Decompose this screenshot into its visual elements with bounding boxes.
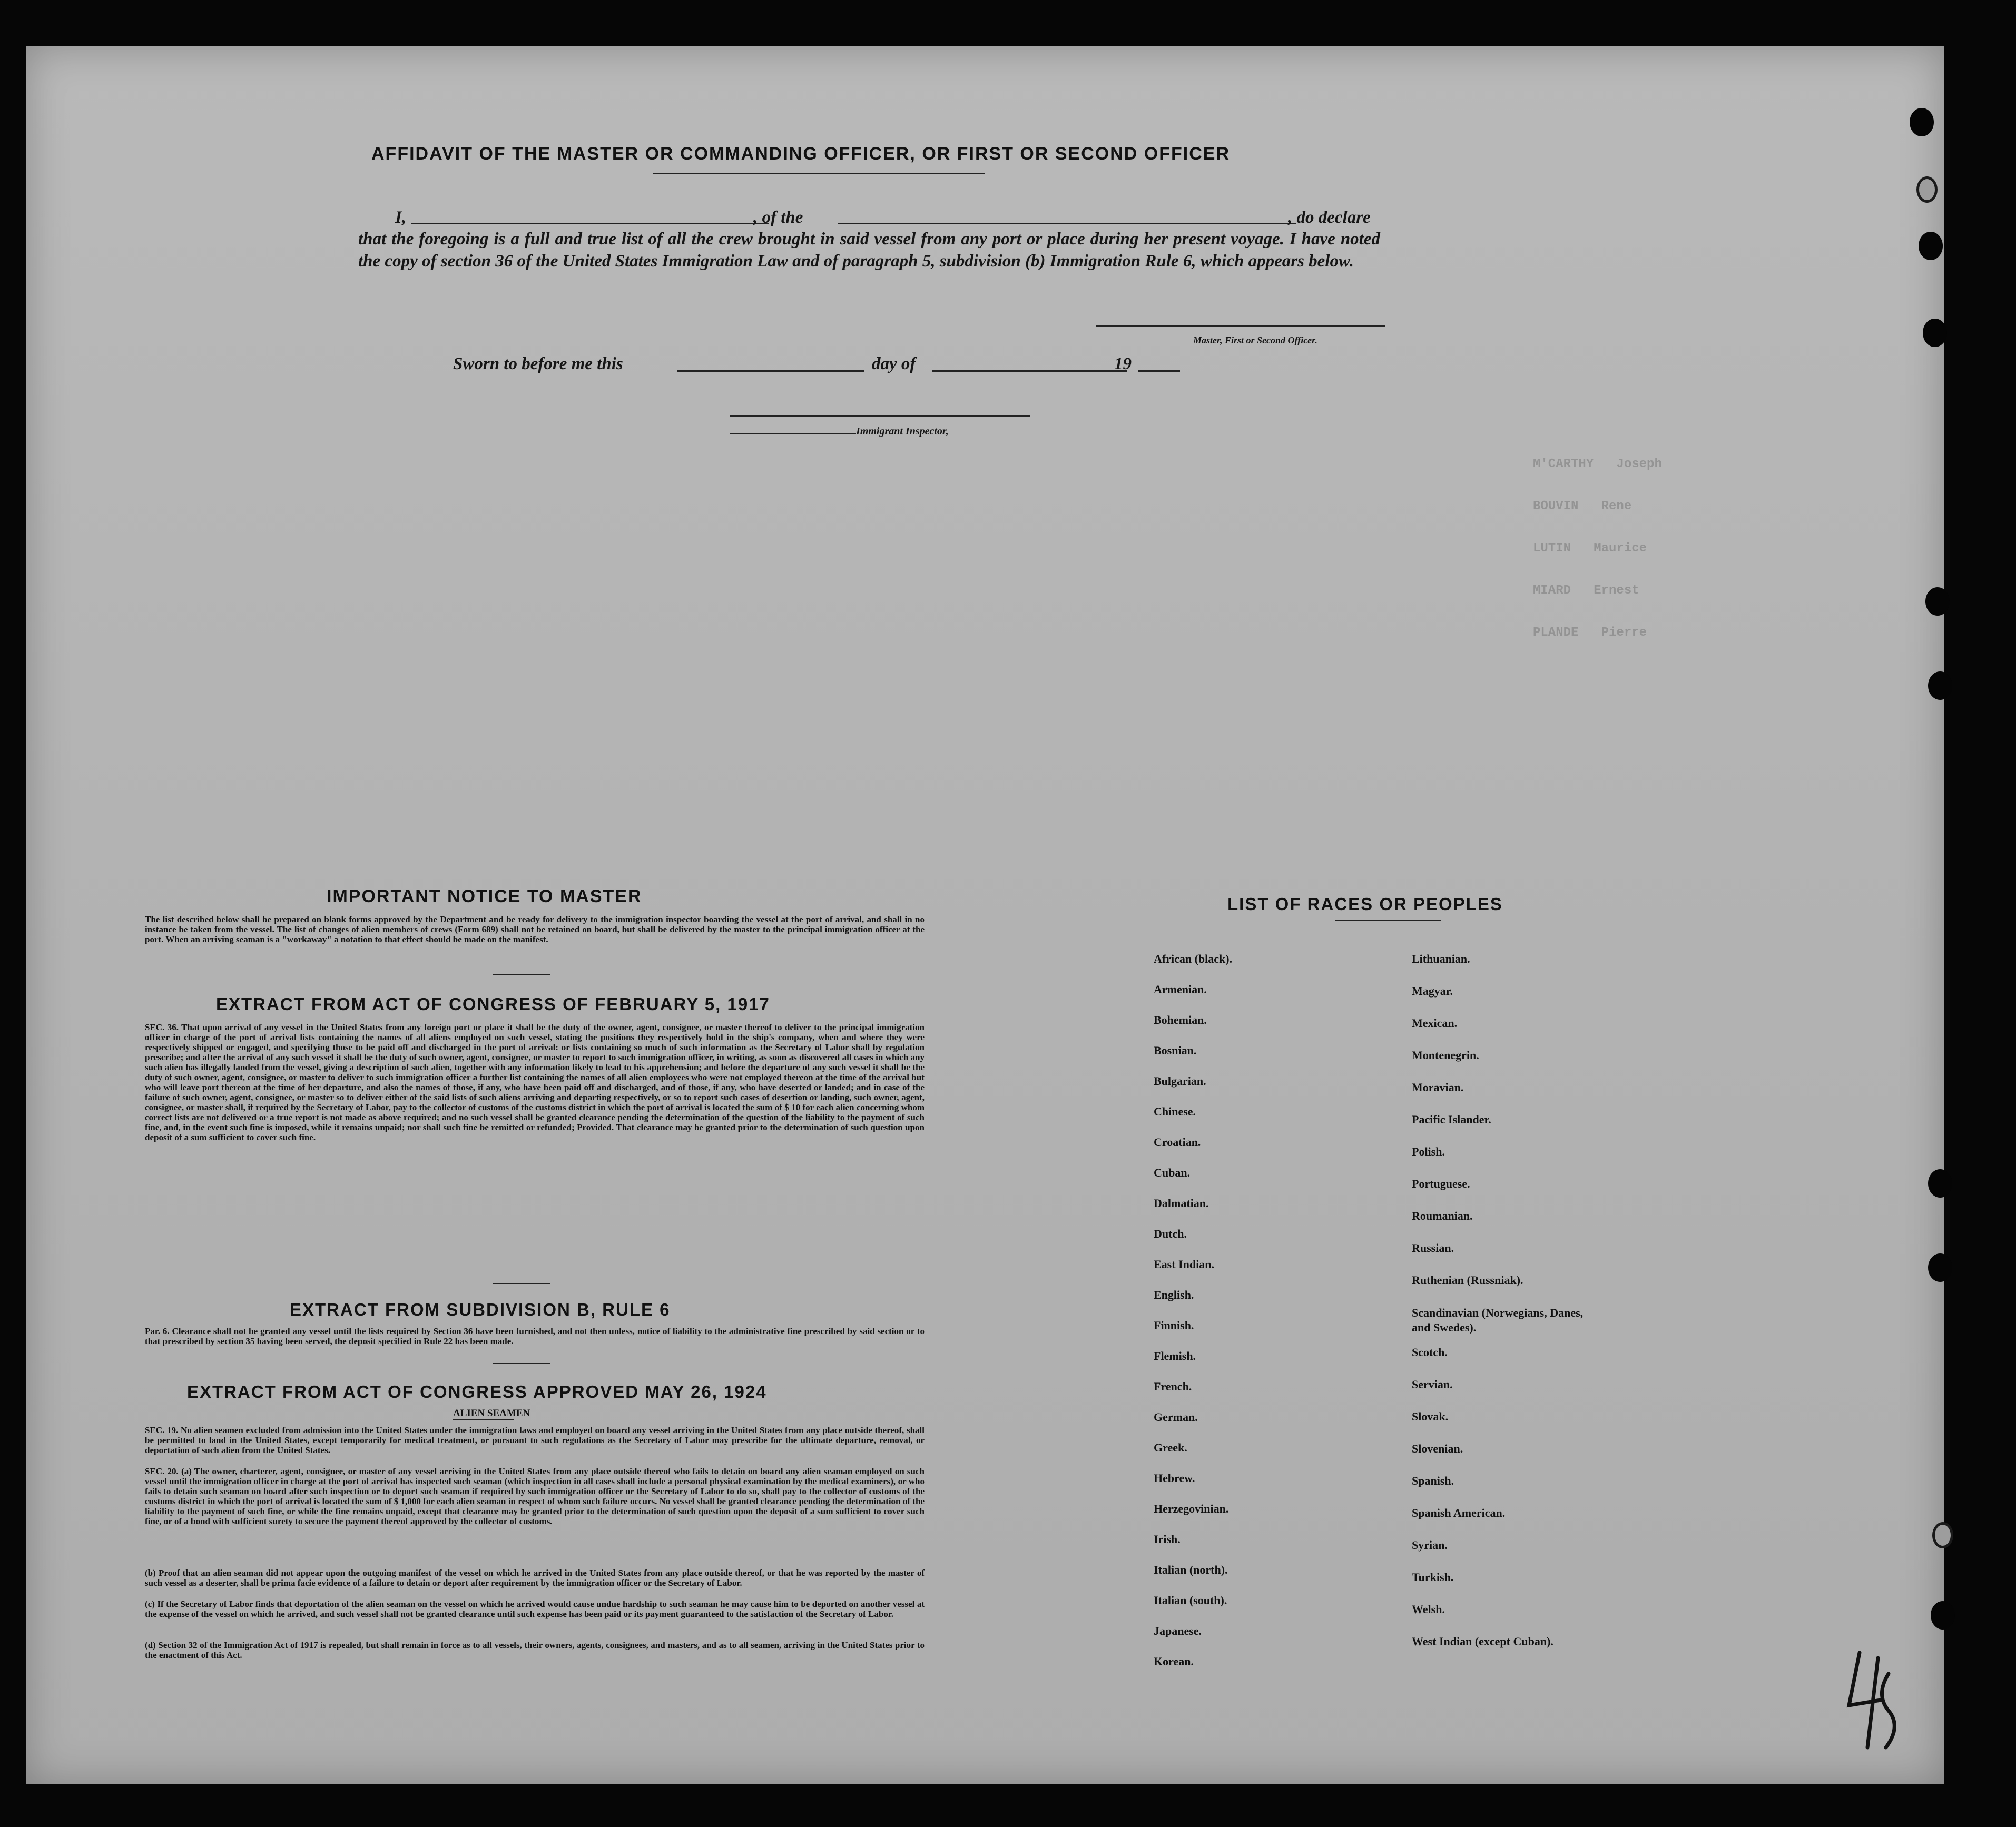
race-item: Flemish.: [1154, 1349, 1196, 1362]
race-item: West Indian (except Cuban).: [1412, 1635, 1553, 1648]
sec-20a-text: SEC. 20. (a) The owner, charterer, agent, consignee, or master of any vessel arriving in the United States from any place outside thereof who fails to detain on board any alien seaman employed on such vessel until the immigration officer in charge at the port of arrival has inspected such seaman (which inspection in all cases shall include a personal physical examination by the medical examiners), or who fails to detain such seaman on board after such inspection or to deport such seaman if required by such immigration officer or the Secretary of Labor to do so, shall pay to the collector of customs of the customs district in which the port of arrival is located the sum of $ 1,000 for each alien seaman in respect of whom such failure occurs. No vessel shall be granted clearance pending the determination of the liability to the payment of such fine, or while the fine remains unpaid, except that clearance may be granted prior to the determination of such question upon the deposit of a sum sufficient to cover such fine, or of a bond with sufficient surety to secure the payment thereof approved by the collector of customs.: [145, 1466, 925, 1526]
race-item: Scandinavian (Norwegians, Danes, and Swedes).: [1412, 1306, 1584, 1334]
signature-line: [1096, 325, 1385, 327]
notice-body: The list described below shall be prepared on blank forms approved by the Department and be ready for delivery to the immigration inspector boarding the vessel at the port of arrival, and shall in no instance be taken from the vessel. The list of changes of alien members of crews (Form 689) shall not be retained on board, but shall be delivered by the master to the principal immigration officer at the port. When an arriving seaman is a "workaway" a notation to that effect should be made on the manifest.: [145, 914, 925, 944]
sworn-day-blank: [677, 370, 864, 372]
bleed-through-text: M'CARTHY Joseph: [1533, 457, 1662, 471]
race-item: Herzegovinian.: [1154, 1502, 1229, 1515]
race-item: Ruthenian (Russniak).: [1412, 1273, 1523, 1287]
act-1917-title: EXTRACT FROM ACT OF CONGRESS OF FEBRUARY 5, 1917: [216, 994, 770, 1014]
subtitle-underline: [453, 1419, 514, 1420]
section-divider: [493, 1363, 550, 1364]
year-blank: [1138, 370, 1180, 372]
punch-hole: [1931, 1601, 1955, 1630]
year-label: 19: [1114, 354, 1132, 373]
race-item: Magyar.: [1412, 984, 1453, 998]
document-page: [26, 46, 1944, 1784]
race-item: Armenian.: [1154, 983, 1207, 996]
race-item: Greek.: [1154, 1441, 1187, 1454]
sec-20b-text: (b) Proof that an alien seaman did not appear upon the outgoing manifest of the vessel on which he arrived in the United States from any place outside thereof, or that he was reported by the master of such vessel as a deserter, shall be prima facie evidence of a failure to detain or deport after requirement by the immigration officer or the Secretary of Labor.: [145, 1568, 925, 1588]
race-item: Dalmatian.: [1154, 1197, 1209, 1210]
section-divider: [493, 1283, 550, 1284]
section-divider: [493, 974, 550, 975]
punch-hole: [1919, 232, 1943, 260]
race-item: Slovenian.: [1412, 1442, 1463, 1455]
race-item: Welsh.: [1412, 1603, 1445, 1616]
sec-20d-text: (d) Section 32 of the Immigration Act of 1917 is repealed, but shall remain in force as to all vessels, their owners, agents, consignees, and masters, and as to all seamen, arriving in the United States prior to the enactment of this Act.: [145, 1640, 925, 1660]
inspector-caption: Immigrant Inspector,: [856, 426, 949, 437]
race-item: Bosnian.: [1154, 1044, 1197, 1057]
notice-title: IMPORTANT NOTICE TO MASTER: [327, 886, 642, 906]
handwritten-mark: [1838, 1642, 1912, 1763]
title-underline: [653, 173, 985, 174]
punch-hole: [1910, 108, 1934, 136]
race-item: Slovak.: [1412, 1410, 1449, 1423]
race-item: Spanish.: [1412, 1474, 1454, 1487]
race-item: Scotch.: [1412, 1346, 1448, 1359]
name-blank: [411, 223, 769, 224]
punch-hole: [1932, 1522, 1953, 1548]
of-the-label: , of the: [753, 208, 803, 227]
race-item: German.: [1154, 1410, 1198, 1424]
sworn-label: Sworn to before me this: [453, 354, 623, 373]
race-item: Roumanian.: [1412, 1209, 1473, 1222]
race-item: Italian (south).: [1154, 1594, 1227, 1607]
punch-hole: [1928, 671, 1952, 700]
rule-6-title: EXTRACT FROM SUBDIVISION B, RULE 6: [290, 1300, 671, 1319]
punch-hole: [1923, 319, 1947, 347]
race-item: Cuban.: [1154, 1166, 1191, 1179]
inspector-caption-rule: [730, 433, 856, 434]
bleed-through-text: PLANDE Pierre: [1533, 626, 1647, 640]
race-item: Dutch.: [1154, 1227, 1187, 1240]
affidavit-title: AFFIDAVIT OF THE MASTER OR COMMANDING OFFICER, OR FIRST OR SECOND OFFICER: [371, 144, 1230, 164]
act-1917-body: SEC. 36. That upon arrival of any vessel in the United States from any foreign port or place it shall be the duty of the owner, agent, consignee, or master thereof to deliver to the principal immigration officer in charge of the port of arrival lists containing the names of all aliens employed on such vessel, stating the positions they respectively hold in the ship's company, when and where they were respectively shipped or engaged, and specifying those to be paid off and discharged in the port of arrival: or lists containing so much of such information as the Secretary of Labor shall by regulation prescribe; and after the arrival of any such vessel it shall be the duty of such owner, agent, consignee, or master to report to such immigration officer, in writing, as soon as discovered all cases in which any such alien has illegally landed from the vessel, giving a description of such alien, together with any information likely to lead to his apprehension; and before the departure of any such vessel it shall be the duty of such owner, agent, consignee, or master to deliver to such immigration officer a further list containing the names of all alien employees who were not employed thereon at the time of the arrival but who will leave port thereon at the time of her departure, and also the names of those, if any, who have been paid off and discharged, and of those, if any, who have deserted or landed; and in case of the failure of such owner, agent, consignee, or master so to deliver either of the said lists of such aliens arriving and departing respectively, or so to report such cases of desertion or landing, such owner, agent, consignee, or master shall, if required by the Secretary of Labor, pay to the collector of customs of the customs district in which the port of arrival is located the sum of $ 10 for each alien concerning whom correct lists are not delivered or a true report is not made as above required; and no such vessel shall be granted clearance pending the determination of the question of the liability to the payment of such fine, and, in the event such fine is imposed, while it remains unpaid; nor shall such fine be remitted or refunded; Provided. That clearance may be granted prior to the determination of such question upon deposit of a sum sufficient to cover such fine.: [145, 1022, 925, 1142]
race-item: East Indian.: [1154, 1258, 1214, 1271]
race-item: Lithuanian.: [1412, 952, 1470, 965]
race-item: Croatian.: [1154, 1135, 1201, 1149]
race-item: Mexican.: [1412, 1016, 1458, 1030]
race-item: Pacific Islander.: [1412, 1113, 1491, 1126]
race-item: Portuguese.: [1412, 1177, 1470, 1190]
race-item: Syrian.: [1412, 1538, 1448, 1552]
act-1924-subtitle: ALIEN SEAMEN: [453, 1408, 530, 1419]
vessel-blank: [838, 223, 1296, 224]
bleed-through-text: LUTIN Maurice: [1533, 541, 1647, 556]
races-title: LIST OF RACES OR PEOPLES: [1227, 894, 1503, 914]
inspector-signature-line: [730, 415, 1030, 417]
race-item: Hebrew.: [1154, 1472, 1195, 1485]
punch-hole: [1928, 1169, 1952, 1198]
month-blank: [932, 370, 1127, 372]
race-item: Spanish American.: [1412, 1506, 1506, 1519]
race-item: Polish.: [1412, 1145, 1445, 1158]
race-item: English.: [1154, 1288, 1194, 1301]
punch-hole: [1916, 176, 1938, 203]
race-item: Turkish.: [1412, 1571, 1454, 1584]
sec-19-text: SEC. 19. No alien seamen excluded from admission into the United States under the immigration laws and employed on board any vessel arriving in the United States from any place outside thereof, shall be permitted to land in the United States, except temporarily for medical treatment, or pursuant to such regulations as the Secretary of Labor may prescribe for the ultimate departure, removal, or deportation of such alien from the United States.: [145, 1425, 925, 1455]
race-item: Bulgarian.: [1154, 1074, 1206, 1088]
race-item: Irish.: [1154, 1533, 1181, 1546]
race-item: Japanese.: [1154, 1624, 1202, 1637]
punch-hole: [1928, 1253, 1952, 1282]
rule-6-body: Par. 6. Clearance shall not be granted any vessel until the lists required by Section 36 have been furnished, and not then unless, notice of liability to the administrative fine prescribed by said section or to that prescribed by section 35 having been served, the deposit specified in Rule 22 has been made.: [145, 1326, 925, 1346]
race-item: French.: [1154, 1380, 1192, 1393]
race-item: Servian.: [1412, 1378, 1453, 1391]
race-item: Russian.: [1412, 1241, 1454, 1255]
act-1924-title: EXTRACT FROM ACT OF CONGRESS APPROVED MAY 26, 1924: [187, 1382, 767, 1401]
bleed-through-text: MIARD Ernest: [1533, 584, 1639, 598]
race-item: Italian (north).: [1154, 1563, 1228, 1576]
race-item: African (black).: [1154, 952, 1233, 965]
bleed-through-text: BOUVIN Rene: [1533, 499, 1632, 513]
signature-caption: Master, First or Second Officer.: [1193, 335, 1317, 345]
declaration-text: that the foregoing is a full and true list of all the crew brought in said vessel from any port or place during her present voyage. I have noted the copy of section 36 of the United States Immigration Law and of paragraph 5, subdivision (b) Immigration Rule 6, which appears below.: [358, 230, 1380, 271]
race-item: Finnish.: [1154, 1319, 1194, 1332]
races-title-underline: [1335, 920, 1441, 921]
i-label: I,: [395, 208, 407, 227]
sec-20c-text: (c) If the Secretary of Labor finds that deportation of the alien seaman on the vessel on which he arrived would cause undue hardship to such seaman he may cause him to be deported on another vessel at the expense of the vessel on which he arrived, and such vessel shall not be granted clearance until such expense has been paid or its payment guaranteed to the satisfaction of the Secretary of Labor.: [145, 1599, 925, 1619]
race-item: Montenegrin.: [1412, 1049, 1479, 1062]
race-item: Bohemian.: [1154, 1013, 1207, 1026]
race-item: Chinese.: [1154, 1105, 1196, 1118]
day-of-label: day of: [872, 354, 916, 373]
race-item: Moravian.: [1412, 1081, 1464, 1094]
race-item: Korean.: [1154, 1655, 1194, 1668]
do-declare-label: , do declare: [1288, 208, 1371, 227]
punch-hole: [1925, 587, 1950, 616]
